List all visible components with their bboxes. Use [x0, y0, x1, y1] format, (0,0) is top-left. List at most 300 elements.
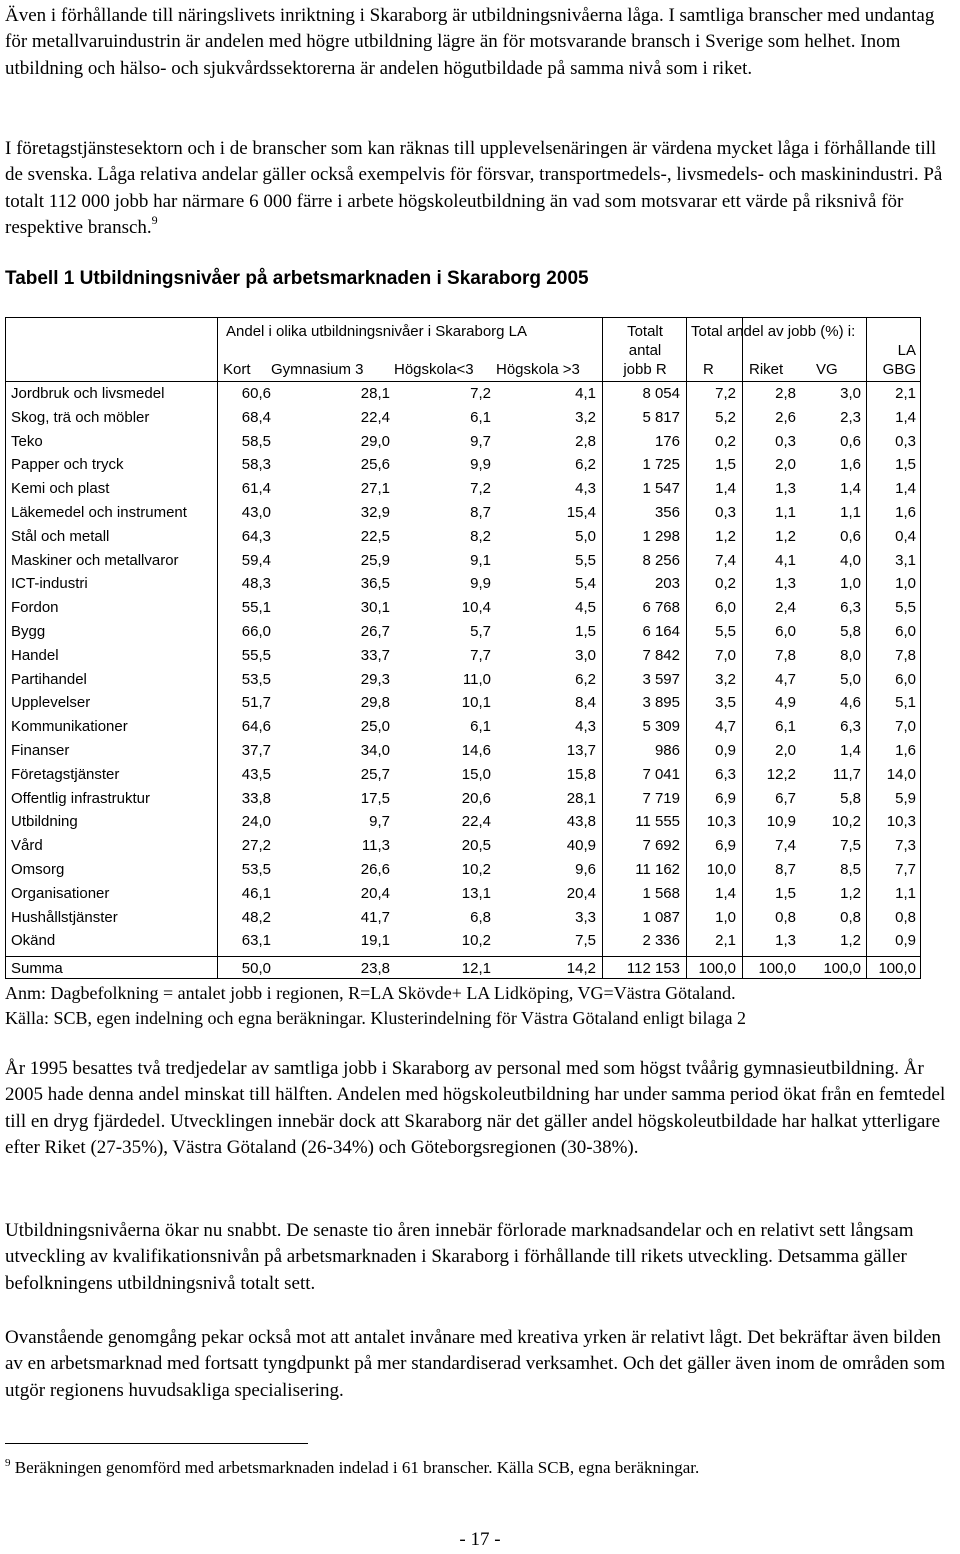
cell-gymnasium: 36,5 [360, 575, 390, 593]
cell-share-r: 3,5 [715, 694, 736, 712]
cell-hogskola-over-3: 9,6 [575, 861, 596, 878]
cell-total-jobs: 176 [654, 432, 680, 450]
cell-hogskola-over-3: 15,8 [566, 765, 596, 783]
header-hogskola-under-3: Högskola<3 [394, 361, 474, 378]
table-row [6, 596, 922, 620]
cell-total-jobs: 203 [654, 575, 680, 593]
cell-share-vg: 8,5 [840, 861, 861, 878]
cell-share-la-gbg: 1,4 [895, 408, 916, 426]
body-paragraph-1: År 1995 besattes två tredjedelar av samtliga jobb i Skaraborg av personal med som högst tvåårig gymnasieutbildning. År 2005 hade denna andel minskat till hälften. Andelen med högskoleutbildning har under samma period ökat från en femtedel till en dryg fjärdedel. Utvecklingen innebär dock att Skaraborg när det gäller andel högskoleutbildade har halkat ytterligare efter Riket (27-35%), Västra Götaland (26-34%) och Göteborgsregionen (30-38%). [5, 1058, 946, 1158]
cell-gymnasium: 20,4 [360, 884, 390, 902]
cell-share-la-gbg: 7,3 [895, 837, 916, 855]
cell-share-vg: 2,3 [840, 408, 861, 426]
cell-gymnasium: 17,5 [360, 789, 390, 807]
cell-hogskola-over-3: 20,4 [566, 884, 596, 902]
table-row [6, 453, 922, 477]
table-annotation: Anm: Dagbefolkning = antalet jobb i regionen, R=LA Skövde+ LA Lidköping, VG=Västra Götaland. [5, 983, 736, 1003]
cell-kort: 64,6 [241, 718, 271, 736]
cell-gymnasium: 29,0 [360, 432, 390, 450]
table-row [6, 501, 922, 525]
cell-branch: Läkemedel och instrument [11, 504, 187, 521]
cell-share-vg: 4,6 [840, 694, 861, 712]
table-row [6, 906, 922, 930]
footnote-reference: 9 [151, 212, 158, 227]
table-row [6, 430, 922, 454]
cell-total-jobs: 3 597 [642, 670, 680, 688]
header-la-line2: GBG [882, 361, 916, 378]
cell-branch: Organisationer [11, 884, 110, 902]
cell-share-vg: 10,2 [831, 813, 861, 831]
cell-branch: Okänd [11, 932, 56, 950]
cell-share-r: 1,5 [715, 456, 736, 474]
body-paragraph-2: Utbildningsnivåerna ökar nu snabbt. De senaste tio åren innebär förlorade marknadsandelar och en relativt sett långsam utveckling av kvalifikationsnivån på arbetsmarknaden i Skaraborg i förhållande till rikets utveckling. Detsamma gäller befolkningens utbildningsnivå totalt sett. [5, 1220, 914, 1294]
cell-share-vg: 1,0 [840, 575, 861, 593]
cell-hogskola-over-3: 1,5 [575, 623, 596, 640]
cell-share-la-gbg: 1,0 [895, 575, 916, 593]
cell-total-jobs: 986 [654, 742, 680, 759]
cell-hogskola-over-3: 4,1 [575, 385, 596, 402]
cell-branch: Stål och metall [11, 527, 110, 545]
cell-share-riket: 1,1 [775, 504, 796, 521]
table-row [6, 739, 922, 763]
cell-share-riket: 0,3 [775, 432, 796, 450]
cell-total-jobs: 1 725 [642, 456, 680, 474]
cell-share-riket: 1,3 [775, 575, 796, 593]
cell-kort: 61,4 [241, 480, 271, 498]
cell-share-vg: 1,4 [840, 742, 861, 759]
cell-share-riket: 6,0 [775, 623, 796, 640]
cell-share-la-gbg: 1,1 [895, 884, 916, 902]
cell-kort: 53,5 [241, 861, 271, 878]
header-total-share: Total andel av jobb (%) i: [691, 323, 856, 340]
cell-share-la-gbg: 0,8 [895, 908, 916, 926]
cell-branch: Jordbruk och livsmedel [11, 385, 165, 402]
cell-kort: 64,3 [241, 527, 271, 545]
cell-gymnasium: 26,6 [360, 861, 390, 878]
cell-share-la-gbg: 7,8 [895, 646, 916, 664]
cell-kort: 58,5 [241, 432, 271, 450]
cell-share-la-gbg: 1,4 [895, 480, 916, 498]
cell-hogskola-under-3: 10,2 [461, 861, 491, 878]
cell-branch: Kommunikationer [11, 718, 128, 736]
cell-hogskola-over-3: 6,2 [575, 670, 596, 688]
cell-branch: Partihandel [11, 670, 87, 688]
header-riket: Riket [749, 361, 784, 378]
cell-kort: 66,0 [241, 623, 271, 640]
cell-share-vg: 5,8 [840, 623, 861, 640]
cell-share-vg: 0,6 [840, 432, 861, 450]
cell-hogskola-under-3: 6,8 [470, 908, 491, 926]
header-kort: Kort [223, 361, 251, 378]
cell-hogskola-over-3: 43,8 [566, 813, 596, 831]
cell-share-riket: 12,2 [766, 765, 796, 783]
header-vg: VG [816, 361, 838, 378]
cell-share-vg: 6,3 [840, 599, 861, 617]
cell-share-r: 6,0 [715, 599, 736, 617]
cell-gymnasium: 27,1 [360, 480, 390, 498]
table-row [6, 477, 922, 501]
cell-share-riket: 2,6 [775, 408, 796, 426]
cell-hogskola-under-3: 8,2 [470, 527, 491, 545]
cell-hogskola-under-3: 7,2 [470, 480, 491, 498]
cell-hogskola-over-3: 14,2 [566, 960, 596, 977]
table-row [6, 691, 922, 715]
cell-gymnasium: 22,4 [360, 408, 390, 426]
cell-share-la-gbg: 2,1 [895, 385, 916, 402]
cell-kort: 43,5 [241, 765, 271, 783]
cell-kort: 37,7 [241, 742, 271, 759]
cell-hogskola-under-3: 13,1 [461, 884, 491, 902]
header-total-line3: jobb R [623, 361, 667, 378]
cell-hogskola-under-3: 5,7 [470, 623, 491, 640]
cell-kort: 51,7 [241, 694, 271, 712]
cell-total-jobs: 7 719 [642, 789, 680, 807]
cell-share-riket: 0,8 [775, 908, 796, 926]
cell-share-vg: 8,0 [840, 646, 861, 664]
cell-gymnasium: 25,0 [360, 718, 390, 736]
cell-share-r: 7,0 [715, 646, 736, 664]
cell-kort: 58,3 [241, 456, 271, 474]
cell-hogskola-under-3: 12,1 [461, 960, 491, 977]
cell-kort: 68,4 [241, 408, 271, 426]
cell-gymnasium: 41,7 [360, 908, 390, 926]
cell-hogskola-over-3: 4,3 [575, 718, 596, 736]
cell-share-r: 1,4 [715, 884, 736, 902]
cell-hogskola-under-3: 15,0 [461, 765, 491, 783]
header-r: R [703, 361, 714, 378]
table-row [6, 715, 922, 739]
cell-hogskola-over-3: 5,5 [575, 551, 596, 569]
cell-share-r: 5,2 [715, 408, 736, 426]
cell-hogskola-under-3: 7,7 [470, 646, 491, 664]
header-total-line2: antal [628, 342, 662, 359]
cell-branch: Handel [11, 646, 59, 664]
cell-branch: Teko [11, 432, 43, 450]
cell-hogskola-under-3: 10,2 [461, 932, 491, 950]
cell-share-r: 1,4 [715, 480, 736, 498]
cell-kort: 50,0 [241, 960, 271, 977]
cell-gymnasium: 9,7 [369, 813, 390, 831]
cell-total-jobs: 5 817 [642, 408, 680, 426]
table-notes [5, 981, 955, 1030]
table-row [6, 382, 922, 406]
cell-hogskola-over-3: 5,0 [575, 527, 596, 545]
cell-share-la-gbg: 6,0 [895, 623, 916, 640]
cell-share-r: 100,0 [698, 960, 736, 977]
page-number: - 17 - [459, 1529, 501, 1550]
footnote-number: 9 [5, 1457, 11, 1469]
cell-share-la-gbg: 1,6 [895, 742, 916, 759]
cell-gymnasium: 34,0 [360, 742, 390, 759]
cell-total-jobs: 7 842 [642, 646, 680, 664]
intro-paragraph-2-text: I företagstjänstesektorn och i de branscher som kan räknas till upplevelsenäringen är värdena mycket låga i förhållande till de svenska. Låga relativa andelar gäller också exempelvis för försvar, transportmedels-, livsmedels- och maskinindustri. På totalt 112 000 jobb har närmare 6 000 färre i arbete högskoleutbildning än vad som motsvarar ett värde på riksnivå för respektive bransch. [5, 138, 943, 238]
cell-branch: Summa [11, 960, 63, 977]
cell-gymnasium: 26,7 [360, 623, 390, 640]
cell-kort: 48,3 [241, 575, 271, 593]
cell-share-la-gbg: 0,4 [895, 527, 916, 545]
cell-share-riket: 1,5 [775, 884, 796, 902]
cell-share-la-gbg: 100,0 [878, 960, 916, 977]
cell-share-r: 3,2 [715, 670, 736, 688]
cell-total-jobs: 2 336 [642, 932, 680, 950]
cell-share-la-gbg: 5,9 [895, 789, 916, 807]
cell-share-la-gbg: 6,0 [895, 670, 916, 688]
cell-branch: Hushållstjänster [11, 908, 118, 926]
cell-branch: Kemi och plast [11, 480, 110, 498]
cell-hogskola-over-3: 40,9 [566, 837, 596, 855]
cell-hogskola-over-3: 2,8 [575, 432, 596, 450]
cell-share-r: 0,2 [715, 575, 736, 593]
cell-gymnasium: 23,8 [360, 960, 390, 977]
cell-share-vg: 1,2 [840, 884, 861, 902]
cell-hogskola-under-3: 9,9 [470, 456, 491, 474]
cell-share-la-gbg: 10,3 [886, 813, 916, 831]
cell-share-riket: 4,1 [775, 551, 796, 569]
cell-share-riket: 4,9 [775, 694, 796, 712]
cell-share-riket: 1,2 [775, 527, 796, 545]
cell-share-vg: 5,8 [840, 789, 861, 807]
table-row [6, 620, 922, 644]
cell-hogskola-over-3: 6,2 [575, 456, 596, 474]
cell-kort: 33,8 [241, 789, 271, 807]
cell-hogskola-under-3: 22,4 [461, 813, 491, 831]
cell-share-r: 2,1 [715, 932, 736, 950]
cell-gymnasium: 11,3 [361, 837, 390, 855]
header-gymnasium: Gymnasium 3 [271, 361, 364, 378]
cell-share-la-gbg: 14,0 [886, 765, 916, 783]
cell-share-la-gbg: 0,3 [895, 432, 916, 450]
cell-kort: 60,6 [241, 385, 271, 402]
cell-share-r: 10,0 [706, 861, 736, 878]
cell-share-riket: 2,4 [775, 599, 796, 617]
cell-share-vg: 1,1 [840, 504, 861, 521]
cell-share-r: 0,2 [715, 432, 736, 450]
cell-total-jobs: 8 054 [642, 385, 680, 402]
cell-share-la-gbg: 5,5 [895, 599, 916, 617]
cell-share-riket: 100,0 [758, 960, 796, 977]
cell-gymnasium: 32,9 [360, 504, 390, 521]
cell-share-r: 5,5 [715, 623, 736, 640]
cell-hogskola-under-3: 7,2 [470, 385, 491, 402]
cell-gymnasium: 25,9 [360, 551, 390, 569]
cell-share-vg: 7,5 [840, 837, 861, 855]
cell-branch: Maskiner och metallvaror [11, 551, 179, 569]
table-total-row [6, 957, 922, 981]
cell-total-jobs: 7 692 [642, 837, 680, 855]
cell-branch: Omsorg [11, 861, 65, 878]
cell-gymnasium: 28,1 [360, 385, 390, 402]
cell-share-riket: 7,4 [775, 837, 796, 855]
header-total-line1: Totalt [627, 323, 663, 340]
cell-share-la-gbg: 7,7 [895, 861, 916, 878]
intro-paragraph-1: Även i förhållande till näringslivets inriktning i Skaraborg är utbildningsnivåerna låga. I samtliga branscher med undantag för metallvaruindustrin är andelen med högre utbildning lägre än för motsvarande bransch i Sverige som helhet. Inom utbildning och hälso- och sjukvårdssektorerna är andelen högutbildade på samma nivå som i riket. [5, 5, 935, 79]
cell-share-r: 0,3 [715, 504, 736, 521]
cell-kort: 43,0 [241, 504, 271, 521]
cell-hogskola-under-3: 11,0 [462, 670, 491, 688]
cell-share-la-gbg: 5,1 [895, 694, 916, 712]
footnote [5, 1457, 699, 1479]
table-row [6, 834, 922, 858]
cell-share-vg: 1,6 [840, 456, 861, 474]
cell-share-r: 6,9 [715, 789, 736, 807]
cell-gymnasium: 19,1 [360, 932, 390, 950]
table-row [6, 810, 922, 834]
cell-total-jobs: 6 164 [642, 623, 680, 640]
cell-hogskola-under-3: 14,6 [461, 742, 491, 759]
cell-hogskola-under-3: 20,6 [461, 789, 491, 807]
cell-hogskola-under-3: 9,1 [470, 551, 491, 569]
cell-hogskola-under-3: 6,1 [470, 408, 491, 426]
cell-gymnasium: 30,1 [360, 599, 390, 617]
cell-branch: Finanser [11, 742, 70, 759]
cell-share-r: 1,2 [715, 527, 736, 545]
table-row [6, 644, 922, 668]
cell-hogskola-under-3: 6,1 [470, 718, 491, 736]
cell-share-r: 7,4 [715, 551, 736, 569]
cell-total-jobs: 1 547 [642, 480, 680, 498]
cell-gymnasium: 33,7 [360, 646, 390, 664]
cell-branch: Papper och tryck [11, 456, 124, 474]
cell-hogskola-over-3: 4,5 [575, 599, 596, 617]
cell-hogskola-under-3: 10,4 [461, 599, 491, 617]
cell-share-vg: 3,0 [840, 385, 861, 402]
cell-gymnasium: 29,8 [360, 694, 390, 712]
table-row [6, 668, 922, 692]
body-paragraph-3: Ovanstående genomgång pekar också mot att antalet invånare med kreativa yrken är relativt lågt. Det bekräftar även bilden av en arbetsmarknad med fortsatt tyngdpunkt på mer standardiserad verksamhet. Och det gäller även inom de områden som utgör regionens huvudsakliga specialisering. [5, 1327, 946, 1401]
cell-share-riket: 4,7 [775, 670, 796, 688]
cell-share-riket: 7,8 [775, 646, 796, 664]
cell-branch: Offentlig infrastruktur [11, 789, 150, 807]
header-share-by-level: Andel i olika utbildningsnivåer i Skaraborg LA [226, 323, 528, 340]
cell-share-la-gbg: 1,6 [895, 504, 916, 521]
table-row [6, 882, 922, 906]
table-row [6, 858, 922, 882]
cell-branch: Företagstjänster [11, 765, 120, 783]
cell-total-jobs: 6 768 [642, 599, 680, 617]
cell-share-la-gbg: 1,5 [895, 456, 916, 474]
cell-gymnasium: 25,7 [360, 765, 390, 783]
cell-total-jobs: 11 162 [635, 861, 680, 878]
cell-hogskola-over-3: 5,4 [575, 575, 596, 593]
cell-total-jobs: 1 298 [642, 527, 680, 545]
footnote-text: Beräkningen genomförd med arbetsmarknaden indelad i 61 branscher. Källa SCB, egna beräkningar. [14, 1458, 700, 1477]
cell-share-la-gbg: 0,9 [895, 932, 916, 950]
cell-share-vg: 100,0 [823, 960, 861, 977]
cell-total-jobs: 8 256 [642, 551, 680, 569]
cell-share-riket: 8,7 [775, 861, 796, 878]
education-table [5, 317, 921, 979]
cell-share-r: 1,0 [715, 908, 736, 926]
cell-share-r: 0,9 [715, 742, 736, 759]
header-hogskola-over-3: Högskola >3 [496, 361, 580, 378]
cell-hogskola-under-3: 9,9 [470, 575, 491, 593]
cell-kort: 59,4 [241, 551, 271, 569]
cell-share-riket: 6,7 [775, 789, 796, 807]
cell-share-vg: 0,8 [840, 908, 861, 926]
cell-share-la-gbg: 3,1 [895, 551, 916, 569]
table-row [6, 406, 922, 430]
cell-share-riket: 2,0 [775, 456, 796, 474]
cell-share-vg: 1,4 [840, 480, 861, 498]
cell-hogskola-over-3: 13,7 [566, 742, 596, 759]
cell-share-riket: 10,9 [766, 813, 796, 831]
cell-share-r: 10,3 [706, 813, 736, 831]
cell-branch: Bygg [11, 623, 46, 640]
cell-hogskola-over-3: 8,4 [575, 694, 596, 712]
cell-share-riket: 1,3 [775, 932, 796, 950]
cell-hogskola-over-3: 3,2 [575, 408, 596, 426]
cell-share-vg: 6,3 [840, 718, 861, 736]
table-source: Källa: SCB, egen indelning och egna beräkningar. Klusterindelning för Västra Götaland enligt bilaga 2 [5, 1007, 746, 1028]
table-row [6, 525, 922, 549]
cell-share-riket: 2,8 [775, 385, 796, 402]
cell-kort: 53,5 [241, 670, 271, 688]
cell-kort: 55,5 [241, 646, 271, 664]
cell-hogskola-under-3: 20,5 [461, 837, 491, 855]
cell-hogskola-over-3: 15,4 [566, 504, 596, 521]
cell-share-vg: 11,7 [832, 765, 861, 783]
table-row [6, 549, 922, 573]
cell-total-jobs: 1 568 [642, 884, 680, 902]
cell-share-vg: 1,2 [840, 932, 861, 950]
table-row [6, 572, 922, 596]
cell-hogskola-over-3: 7,5 [575, 932, 596, 950]
cell-hogskola-under-3: 9,7 [470, 432, 491, 450]
cell-hogskola-over-3: 4,3 [575, 480, 596, 498]
cell-total-jobs: 11 555 [635, 813, 680, 831]
cell-kort: 55,1 [241, 599, 271, 617]
cell-hogskola-over-3: 3,0 [575, 646, 596, 664]
cell-gymnasium: 29,3 [360, 670, 390, 688]
table-row [6, 787, 922, 811]
cell-total-jobs: 1 087 [642, 908, 680, 926]
cell-branch: Utbildning [11, 813, 78, 831]
cell-share-la-gbg: 7,0 [895, 718, 916, 736]
cell-kort: 48,2 [241, 908, 271, 926]
footnote-separator [5, 1443, 308, 1444]
cell-hogskola-over-3: 28,1 [566, 789, 596, 807]
cell-branch: ICT-industri [11, 575, 88, 593]
cell-hogskola-over-3: 3,3 [575, 908, 596, 926]
cell-hogskola-under-3: 10,1 [461, 694, 491, 712]
cell-share-vg: 0,6 [840, 527, 861, 545]
cell-share-r: 6,3 [715, 765, 736, 783]
cell-total-jobs: 356 [654, 504, 680, 521]
cell-hogskola-under-3: 8,7 [470, 504, 491, 521]
intro-paragraph-2 [5, 136, 955, 241]
cell-share-riket: 2,0 [775, 742, 796, 759]
cell-branch: Vård [11, 837, 43, 855]
table-row [6, 763, 922, 787]
cell-share-riket: 6,1 [775, 718, 796, 736]
cell-kort: 46,1 [241, 884, 271, 902]
cell-share-vg: 4,0 [840, 551, 861, 569]
cell-kort: 24,0 [241, 813, 271, 831]
cell-share-r: 7,2 [715, 385, 736, 402]
cell-total-jobs: 7 041 [642, 765, 680, 783]
cell-branch: Fordon [11, 599, 59, 617]
cell-gymnasium: 22,5 [360, 527, 390, 545]
cell-total-jobs: 5 309 [642, 718, 680, 736]
cell-share-r: 4,7 [715, 718, 736, 736]
cell-branch: Skog, trä och möbler [11, 408, 150, 426]
table-title: Tabell 1 Utbildningsnivåer på arbetsmarknaden i Skaraborg 2005 [5, 268, 589, 289]
cell-kort: 27,2 [241, 837, 271, 855]
cell-total-jobs: 112 153 [626, 960, 680, 977]
cell-gymnasium: 25,6 [360, 456, 390, 474]
cell-total-jobs: 3 895 [642, 694, 680, 712]
cell-share-vg: 5,0 [840, 670, 861, 688]
